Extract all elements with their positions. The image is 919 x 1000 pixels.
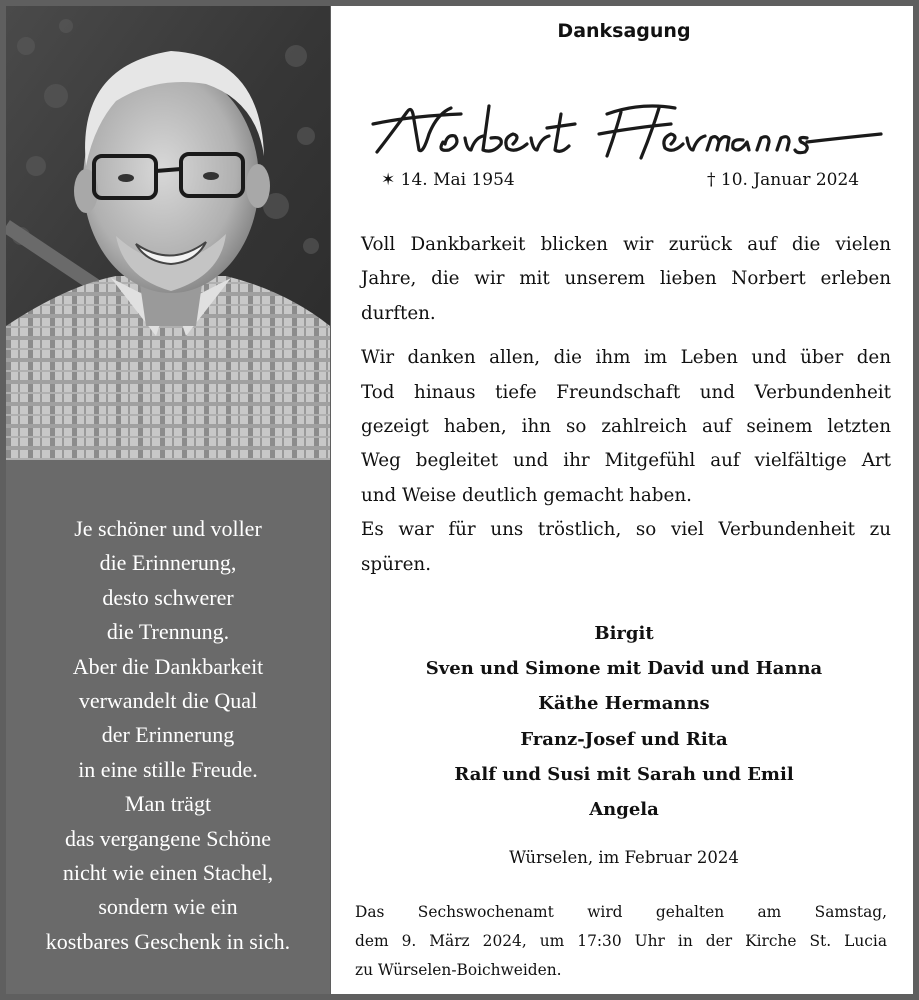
poem-line: nicht wie einen Stachel, xyxy=(62,860,274,886)
place-and-date: Würselen, im Februar 2024 xyxy=(509,848,739,867)
text-panel xyxy=(331,6,913,994)
poem-block xyxy=(6,460,330,994)
birth-date: ✶ 14. Mai 1954 xyxy=(381,170,515,190)
family-member: Käthe Hermanns xyxy=(538,693,710,715)
notice-line: dem 9. März 2024, um 17:30 Uhr in der Kirche St. Lucia xyxy=(355,932,887,950)
page-title: Danksagung xyxy=(557,20,691,42)
message-paragraph xyxy=(361,228,891,331)
family-names xyxy=(331,616,917,827)
poem-line: sondern wie ein xyxy=(98,894,238,920)
poem-line: verwandelt die Qual xyxy=(78,688,258,714)
message-line: Wir danken allen, die ihm im Leben und über den xyxy=(361,347,891,369)
thank-you-message xyxy=(361,228,891,582)
service-notice xyxy=(355,898,887,985)
family-member: Sven und Simone mit David und Hanna xyxy=(425,658,823,680)
message-line: Es war für uns tröstlich, so viel Verbundenheit zu xyxy=(361,519,891,541)
message-line: Tod hinaus tiefe Freundschaft und Verbundenheit xyxy=(361,381,891,403)
poem-line: der Erinnerung xyxy=(101,722,235,748)
poem-line: in eine stille Freude. xyxy=(78,756,258,782)
notice-line: zu Würselen-Boichweiden. xyxy=(355,961,562,979)
message-line: spüren. xyxy=(361,553,432,575)
message-line: Weg begleitet und ihr Mitgefühl auf vielfältige Art xyxy=(361,450,891,472)
message-line: und Weise deutlich gemacht haben. xyxy=(361,484,692,506)
family-member: Angela xyxy=(589,799,659,821)
name-signature xyxy=(371,94,891,174)
poem-line: das vergangene Schöne xyxy=(64,825,272,851)
family-member: Franz-Josef und Rita xyxy=(520,728,728,750)
poem-line: desto schwerer xyxy=(102,584,234,610)
message-paragraph xyxy=(361,341,891,582)
poem-line: die Trennung. xyxy=(106,619,230,645)
message-line: durften. xyxy=(361,302,436,324)
poem-line: kostbares Geschenk in sich. xyxy=(45,928,291,954)
portrait-photo xyxy=(6,6,330,460)
death-date: † 10. Januar 2024 xyxy=(707,170,860,190)
message-line: Jahre, die wir mit unserem lieben Norbert erleben xyxy=(361,268,891,290)
notice-line: Das Sechswochenamt wird gehalten am Samstag, xyxy=(355,903,887,921)
family-member: Birgit xyxy=(594,623,654,644)
poem-line: Man trägt xyxy=(124,791,212,817)
family-member: Ralf und Susi mit Sarah und Emil xyxy=(454,763,794,785)
poem-line: Aber die Dankbarkeit xyxy=(72,653,264,679)
poem-text xyxy=(6,512,330,959)
message-line: Voll Dankbarkeit blicken wir zurück auf die vielen xyxy=(361,234,891,255)
message-line: gezeigt haben, ihn so zahlreich auf seinem letzten xyxy=(361,416,891,438)
poem-line: die Erinnerung, xyxy=(99,550,237,576)
poem-line: Je schöner und voller xyxy=(74,516,262,541)
